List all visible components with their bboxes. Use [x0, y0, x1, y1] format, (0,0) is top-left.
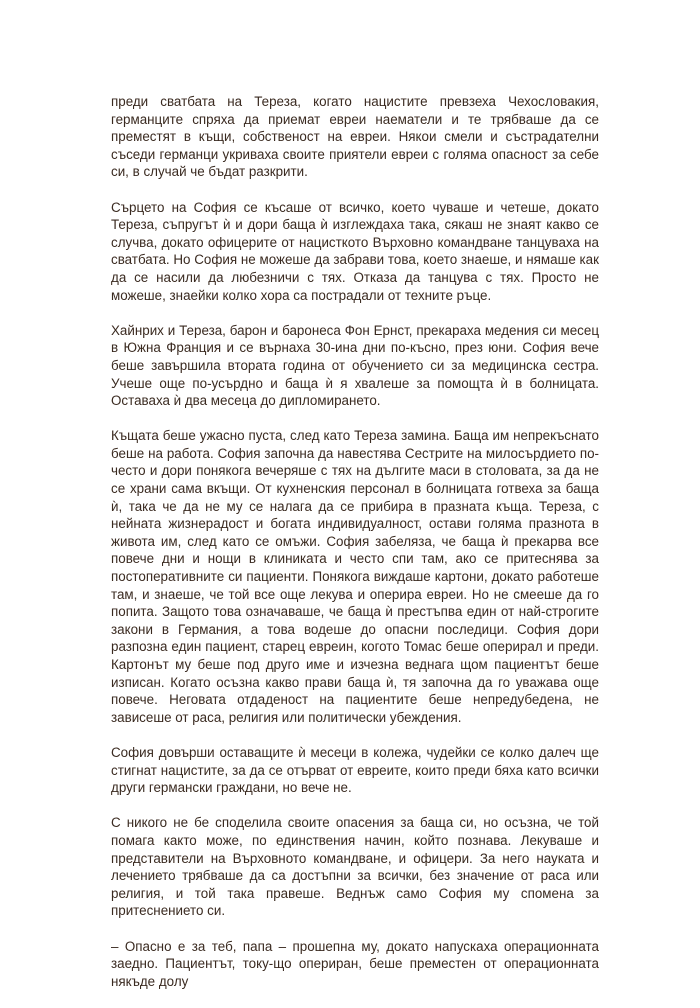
paragraph-1: преди сватбата на Тереза, когато нацистите превзеха Чехословакия, германците спряха да приемат евреи наематели и те трябваше да се преместят в къщи, собственост на евреи. Някои смели и състрадателни съседи германци укриваха своите приятели евреи с голяма опасност за себе си, в случай че бъдат разкрити.: [111, 94, 599, 180]
paragraph-7: – Опасно е за теб, папа – прошепна му, докато напускаха операционната заедно. Пациентът, току-що опериран, беше преместен от операционната някъде долу: [111, 938, 599, 989]
paragraph-3: Хайнрих и Тереза, барон и баронеса Фон Ернст, прекараха медения си месец в Южна Франция и се върнаха 30-ина дни по-късно, през юни. София вече беше завършила втората година от обучението си за медицинска сестра. Учеше още по-усърдно и баща ѝ я хвалеше за помощта ѝ в болницата. Оставаха ѝ два месеца до дипломирането.: [111, 322, 599, 409]
body-text: [111, 93, 599, 1008]
paragraph-6: С никого не бе споделила своите опасения за баща си, но осъзна, че той помага както може, по единствения начин, който познава. Лекуваше и представители на Върховното командване, и офицери. За него науката и лечението трябваше да са достъпни за всички, без значение от раса или религия, и той така правеше. Веднъж само София му спомена за притеснението си.: [111, 815, 599, 919]
paragraph-5: София довърши оставащите ѝ месеци в колежа, чудейки се колко далеч ще стигнат нацистите, за да се отърват от евреите, които преди бяха като всички други германски граждани, но вече не.: [111, 744, 599, 796]
paragraph-4: Къщата беше ужасно пуста, след като Тереза замина. Баща им непрекъснато беше на работа. София започна да навестява Сестрите на милосърдието по-често и дори понякога вечеряше с тях на дългите маси в столовата, за да не се храни сама вкъщи. От кухненския персонал в болницата готвеха за баща ѝ, така че да не му се налага да се прибира в празната къща. Тереза, с нейната жизнерадост и богата индивидуалност, остави голяма празнота в живота им, след като се омъжи. София забеляза, че баща ѝ прекарва все повече дни и нощи в клиниката и често спи там, ако се притеснява за постоперативните си пациенти. Понякога виждаше картони, докато работеше там, и знаеше, че той все още лекува и оперира евреи. Но не смееше да го попита. Защото това означаваше, че баща ѝ престъпва един от най-строгите закони в Германия, а това водеше до опасни последици. София дори разпозна един пациент, старец евреин, когото Томас беше оперирал и преди. Картонът му беше под друго име и изчезна веднага щом пациентът беше изписан. Когато осъзна какво прави баща ѝ, тя започна да го уважава още повече. Неговата отдаденост на пациентите беше непредубедена, не зависеше от раса, религия или политически убеждения.: [111, 428, 599, 725]
paragraph-2: Сърцето на София се късаше от всичко, което чуваше и четеше, докато Тереза, съпругът ѝ и дори баща ѝ изглеждаха така, сякаш не знаят какво се случва, докато офицерите от нацисткото Върховно командване танцуваха на сватбата. Но София не можеше да забрави това, което знаеше, и нямаше как да се насили да любезничи с тях. Отказа да танцува с тях. Просто не можеше, знаейки колко хора са пострадали от техните ръце.: [111, 199, 599, 303]
